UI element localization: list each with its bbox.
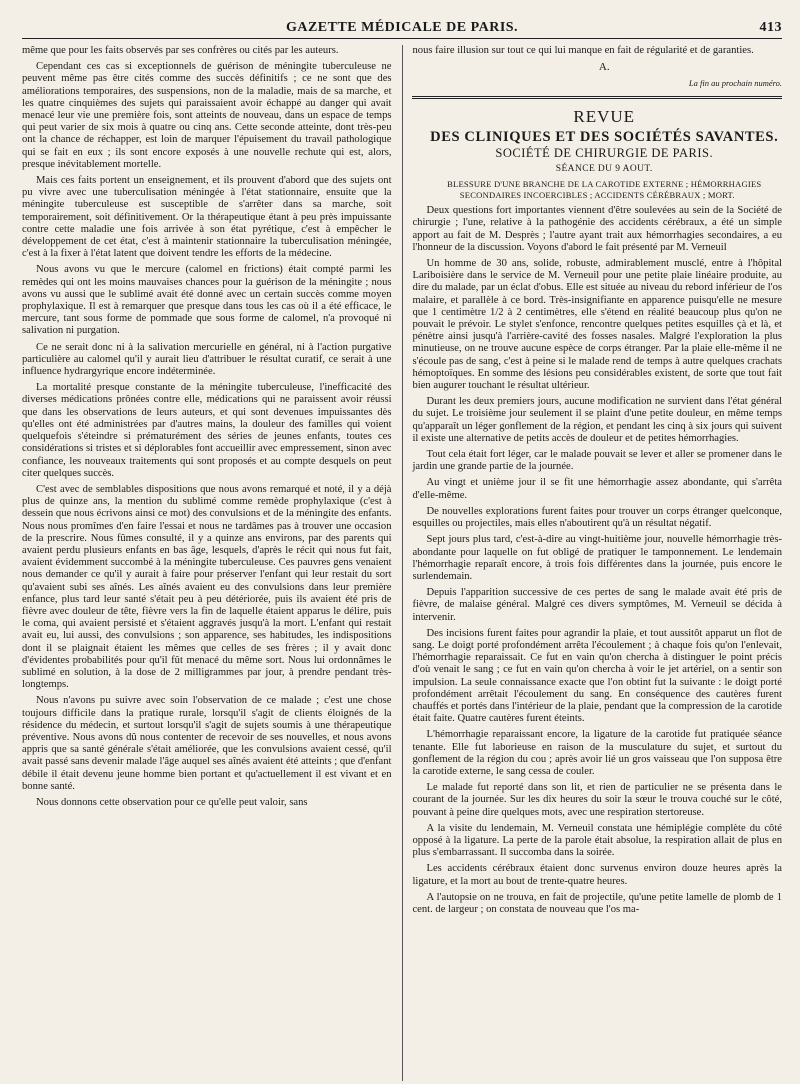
paragraph: Nous n'avons pu suivre avec soin l'observation de ce malade ; c'est une chose toujours difficile dans la pratique rurale, lorsqu'il s'agit de clients éloignés de la résidence du médecin, et surtout lorsqu'il s'agit de sujets soumis à une thérapeutique préventive. Nous avons dû nous contenter de recevoir de ses nouvelles, et nous avons appris que sa santé générale s'était améliorée, que les convulsions avaient cessé, qu'il avait passé sans devenir malade l'âge auquel ses aînés avaient été atteints ; que d'enfant débile il était devenu jeune homme bien portant et qu'actuellement il est vivant et en bonne santé. (22, 695, 392, 792)
paragraph: A la visite du lendemain, M. Verneuil constata une hémiplégie complète du côté opposé à la ligature. La perte de la parole était absolue, la respiration allait de plus en plus s'embarrassant. Il succomba dans la soirée. (412, 822, 782, 859)
paragraph: Des incisions furent faites pour agrandir la plaie, et tout aussitôt apparut un flot de sang. Le doigt porté profondément arrêta l'écoulement ; à chaque fois qu'on l'enlevait, l'hémorrhagie reparaissait. Ce fut en vain qu'on chercha à distinguer le point précis d'où venait le sang ; ce fut en vain qu'on chercha à voir le jet artériel, on a sentir son impulsion. La seule connaissance exacte que l'on obtint fut la suivante : le doigt porté profondément arrêtait l'écoulement du sang. En conséquence des cautères furent chauffés et portés dans l'intérieur de la plaie, pendant que la compression de la carotide était faite. Quatre cautères furent éteints. (412, 627, 782, 725)
paragraph: Mais ces faits portent un enseignement, et ils prouvent d'abord que des sujets ont pu vivre avec une tuberculisation méningée à l'état stationnaire, ensuite que la méningite tuberculeuse est susceptible de s'arrêter dans sa marche, soit temporairement, soit définitivement. Or la thérapeutique étant à peu près impuissante contre cette maladie une fois arrivée à son état pyrétique, c'est à empêcher le développement de cet état, c'est à maintenir stationnaire la tuberculisation méningée, c'est à la fixer à l'état latent que doivent tendre les efforts de la médecine. (22, 175, 392, 260)
society-name: SOCIÉTÉ DE CHIRURGIE DE PARIS. (495, 145, 714, 160)
page-number: 413 (759, 20, 782, 35)
paragraph: Un homme de 30 ans, solide, robuste, admirablement musclé, entre à l'hôpital Lariboisière dans le service de M. Verneuil pour une petite plaie linéaire produite, au dire du malade, par un éclat d'obus. Elle est située au niveau du rebord inférieur de l'os malaire, et parallèle à ce bord. Très-insignifiante en apparence puisqu'elle ne mesure que 1 centimètre 1/2 à 2 centimètres, elle s'étend en réalité beaucoup plus qu'on ne pouvait le prévoir. Le stylet s'enfonce, rencontre quelques petites esquilles çà et là, et pénètre ainsi jusqu'à l'arrière-cavité des fosses nasales. Malgré l'exploration la plus minutieuse, on ne trouve aucune espèce de corps étranger. Par la plaie elle-même il ne s'écoule pas de sang, c'est à peine si le malade rend de temps à autre quelques crachats hémoptoïques. En somme des lésions peu considérables existent, de sorte que tout fait bien augurer touchant le résultat ultérieur. (412, 258, 782, 392)
right-column-body (412, 205, 782, 916)
page-header (22, 12, 782, 39)
paragraph: De nouvelles explorations furent faites pour trouver un corps étranger quelconque, esquilles ou projectiles, mais elles n'aboutirent qu'à un résultat négatif. (412, 505, 782, 530)
paragraph: Tout cela était fort léger, car le malade pouvait se lever et aller se promener dans le jardin une grande partie de la journée. (412, 449, 782, 473)
paragraph: A l'autopsie on ne trouva, en fait de projectile, qu'une petite lamelle de plomb de 1 cent. de largeur ; on constata de nouveau que l'os ma- (412, 891, 782, 915)
seance-date: SÉANCE DU 9 AOUT. (555, 164, 653, 175)
paragraph: Au vingt et unième jour il se fit une hémorrhagie assez abondante, qui s'arrêta d'elle-même. (412, 477, 782, 501)
paragraph: Deux questions fort importantes viennent d'être soulevées au sein de la Société de chirurgie ; l'une, relative à la pathogénie des accidents cérébraux, a été un simple apport au fait de M. Desprès ; l'autre ayant trait aux hémorrhagies secondaires, a eu l'honneur de la discussion. Voyons d'abord le fait présenté par M. Verneuil (412, 205, 782, 253)
author-signature: A. (598, 61, 610, 74)
column-separator (402, 45, 403, 1081)
paragraph: Depuis l'apparition successive de ces pertes de sang le malade avait été pris de fièvre, de malaise général. Malgré ces divers symptômes, M. Verneuil se décida à intervenir. (412, 587, 782, 623)
paragraph: C'est avec de semblables dispositions que nous avons remarqué et noté, il y a déjà plus de quinze ans, la mention du sublimé comme remède prophylaxique (c'est à dessein que nous écrivons ainsi ce mot) des convulsions et de la méningite des enfants. Nous nous promîmes d'en faire l'essai et nous ne tardâmes pas à trouver une occasion de la prescrire. Nous fûmes consulté, il y a quinze ans environs, par des parents qui avaient perdu plusieurs enfants en bas âge, lesquels, d'après le récit qui nous fut fait, avaient évidemment succombé à la méningite tuberculeuse. Ces pauvres gens venaient nous demander ce qu'il y aurait à faire pour préserver l'enfant qui leur restait du sort qu'avaient subi ses aînés. Les aînés avaient eu des convulsions dans leur première enfance, plus tard leur santé s'était peu à peu détériorée, puis ils avaient été pris de fièvre avec douleur de tête, fièvre vers la fin de laquelle étaient apparus le délire, puis le coma, qui avaient persisté et s'étaient aggravés jusqu'à la mort. L'enfant qui restait avait eu, lui aussi, des convulsions ; son apparence, ses habitudes, les indispositions dont il se plaignait étaient les mêmes que celles de ses frères ; il y avait donc d'évidentes probabilités pour qu'il fût menacé du même sort. Nous lui ordonnâmes le sublimé en solution, à la dose de 2 milligrammes par jour, à prendre pendant très-longtemps. (22, 483, 392, 691)
paragraph: Sept jours plus tard, c'est-à-dire au vingt-huitième jour, nouvelle hémorrhagie très-abondante pour laquelle on fut obligé de pratiquer le tamponnement. Le lendemain l'hémorrhagie reparaît encore, à trois fois différentes dans la journée, puis encore le surlendemain. (412, 534, 782, 582)
right-column (412, 45, 782, 1081)
continuation-paragraph: nous faire illusion sur tout ce qui lui manque en fait de régularité et de garanties. (412, 45, 754, 56)
continued-note: La fin au prochain numéro. (688, 78, 782, 89)
section-rule (412, 96, 782, 99)
paragraph: Nous donnons cette observation pour ce qu'elle peut valoir, sans (36, 796, 308, 808)
journal-title: GAZETTE MÉDICALE DE PARIS. (285, 20, 519, 35)
left-column (22, 45, 392, 1081)
columns (22, 45, 782, 1081)
paragraph: Cependant ces cas si exceptionnels de guérison de méningite tuberculeuse ne peuvent même pas être cités comme des succès définitifs ; ce ne sont que des améliorations temporaires, des suspensions, non de la maladie, mais de sa marche, et les quatre cinquièmes des sujets qui paraissaient avoir échappé au danger qui avait menacé leur vie une première fois, sont atteints de nouveau, dans un espace de temps qui peut varier de six mois à quatre ou cinq ans. Cette seconde atteinte, dont très-peu ont la chance de réchapper, est loin de marquer l'épuisement du travail pathologique qui se fait en eux ; ils sont encore exposés à une nouvelle rechute qui est, alors, presque inévitablement mortelle. (22, 61, 392, 170)
paragraph: Nous avons vu que le mercure (calomel en frictions) était compté parmi les remèdes qui ont les moins mauvaises chances pour la guérison de la méningite ; nous avons vu aussi que le sublimé avait été donné avec un certain succès comme moyen prophylaxique. Il est à remarquer que presque dans tous les cas où il a été efficace, le mercure, tant sous forme de pommade que sous forme de calomel, n'a provoqué ni salivation ni purgation. (22, 264, 392, 337)
paragraph: La mortalité presque constante de la méningite tuberculeuse, l'inefficacité des diverses médications prônées contre elle, médications qui ne paraissent avoir réussi que dans les observations de leurs auteurs, et qui sont devenues impuissantes dès qu'elles ont été administrées par d'autres mains, la douleur des familles qui voient quelquefois s'éteindre si prématurément des séries de jeunes enfants, toutes ces considérations si tristes et si déplorables font accueillir avec empressement, sinon avec confiance, les nouveaux traitements qui sont proposés et au compte desquels on peut citer quelques succès. (22, 382, 392, 479)
paragraph: Les accidents cérébraux étaient donc survenus environ douze heures après la ligature, et la mort au bout de trente-quatre heures. (412, 863, 782, 887)
paragraph: Ce ne serait donc ni à la salivation mercurielle en général, ni à l'action purgative particulière au calomel qu'il y aurait lieu d'attribuer le résultat curatif, ce serait à une influence hydrargyrique encore indéterminée. (22, 341, 392, 378)
paragraph: même que pour les faits observés par ses confrères ou cités par les auteurs. (22, 45, 339, 56)
section-title: BLESSURE D'UNE BRANCHE DE LA CAROTIDE EXTERNE ; HÉMORRHAGIES SECONDAIRES INCOERCIBLES ; ACCIDENTS CÉRÉBRAUX ; MORT. (447, 179, 762, 201)
paragraph: L'hémorrhagie reparaissant encore, la ligature de la carotide fut pratiquée séance tenante. Elle fut laborieuse en raison de la musculature du sujet, et surtout du gonflement de la région du cou ; après avoir lié un gros vaisseau que l'on supposa être la carotide externe, le sang cessa de couler. (412, 729, 782, 777)
revue-title: REVUE (573, 106, 636, 126)
paragraph: Durant les deux premiers jours, aucune modification ne survient dans l'état général du sujet. Le troisième jour seulement il se plaint d'une petite douleur, en même temps qu'apparaît un léger gonflement de la région, et pendant les cinq à six jours qui suivent il existe une alternative de petits accès de douleur et de petites hémorrhagies. (412, 396, 782, 444)
paragraph: Le malade fut reporté dans son lit, et rien de particulier ne se présenta dans le courant de la journée. Sur les dix heures du soir la sœur le trouva couché sur le côté, pouvant à peine dire quelques mots, avec une respiration stertoreuse. (412, 782, 782, 818)
revue-subtitle: DES CLINIQUES ET DES SOCIÉTÉS SAVANTES. (430, 128, 779, 145)
